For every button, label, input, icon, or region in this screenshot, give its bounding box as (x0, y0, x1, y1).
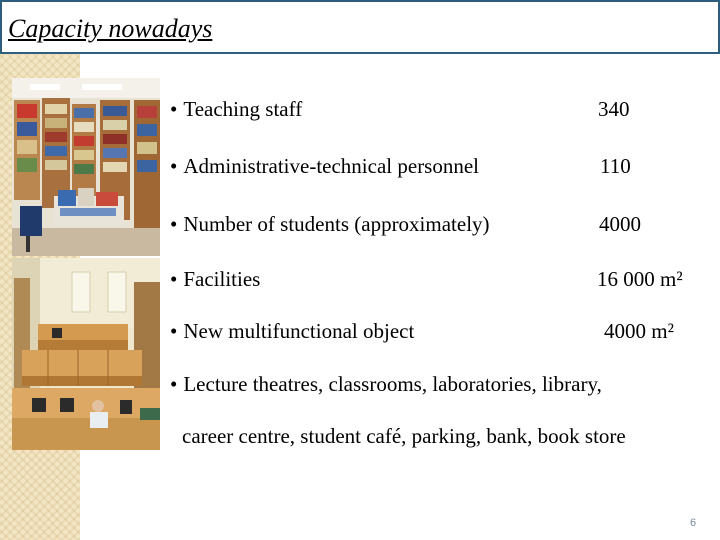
bullet-icon: • (170, 154, 178, 178)
item-number-of-students (170, 212, 490, 237)
bullet-icon: • (170, 212, 178, 236)
item-label: Facilities (183, 267, 261, 291)
item-label: Teaching staff (183, 97, 303, 121)
item-lecture-theatres (170, 372, 602, 397)
item-label: New multifunctional object (183, 319, 415, 343)
bullet-icon: • (170, 319, 178, 343)
bullet-icon: • (170, 97, 178, 121)
item-value: 340 (598, 97, 630, 121)
item-administrative-personnel (170, 154, 479, 179)
item-value: 4000 m² (604, 319, 674, 343)
bullet-icon: • (170, 267, 178, 291)
item-value: 16 000 m² (597, 267, 683, 291)
item-label: Administrative-technical personnel (183, 154, 480, 178)
item-facilities (170, 267, 260, 292)
item-label: Number of students (approximately) (183, 212, 490, 236)
slide-title: Capacity nowadays (8, 14, 213, 43)
item-value: 4000 (599, 212, 641, 236)
page-number: 6 (690, 517, 697, 529)
item-value: 110 (600, 154, 631, 178)
item-label: Lecture theatres, classrooms, laboratories, library, (183, 372, 602, 396)
item-continuation-text: career centre, student café, parking, bank, book store (182, 424, 626, 448)
item-teaching-staff (170, 97, 302, 122)
reading-room-photo (12, 258, 160, 450)
bullet-icon: • (170, 372, 178, 396)
title-bar (0, 0, 720, 54)
library-bookshelves-photo (12, 78, 160, 256)
item-new-multifunctional-object (170, 319, 414, 344)
